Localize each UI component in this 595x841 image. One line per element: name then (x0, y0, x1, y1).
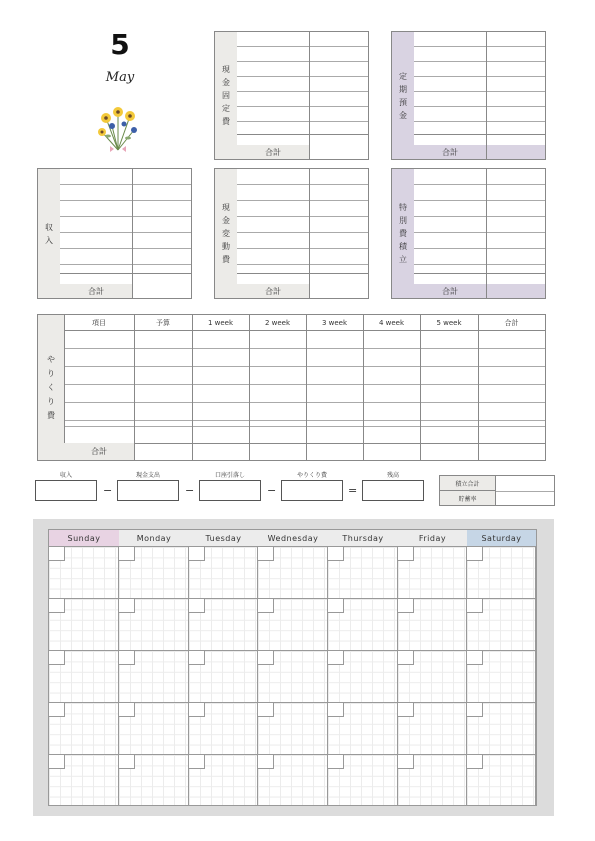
calendar-day-cell[interactable] (258, 754, 328, 805)
fixed-deposit-table (391, 31, 546, 160)
date-box (398, 703, 414, 717)
calendar-day-cell[interactable] (398, 754, 467, 805)
date-box (398, 651, 414, 665)
calendar-day-cell[interactable] (328, 650, 398, 702)
calendar-day-cell[interactable] (398, 598, 467, 650)
calendar-grid (48, 529, 537, 806)
savings-rate-label: 貯蓄率 (440, 491, 496, 505)
calendar-day-cell[interactable] (49, 702, 119, 754)
table-row-line (64, 330, 545, 331)
date-box (328, 651, 344, 665)
table-row-line (64, 384, 545, 385)
calendar-day-cell[interactable] (189, 546, 258, 598)
formula-label-yarikuri: やりくり費 (296, 472, 327, 479)
column-header: 項目 (92, 318, 106, 327)
table-column-line (420, 315, 421, 460)
date-box (258, 599, 274, 613)
minus-operator: − (185, 484, 195, 497)
table-row-line (64, 348, 545, 349)
table-total-label: 合計 (64, 443, 134, 460)
date-box (189, 599, 205, 613)
calendar-day-cell[interactable] (467, 650, 536, 702)
table-side-label: や り く り 費 (38, 315, 64, 460)
column-header: 2 week (264, 318, 291, 327)
calendar-day-cell[interactable] (258, 650, 328, 702)
variable-cash-expense-table (214, 168, 369, 299)
calendar-day-cell[interactable] (398, 546, 467, 598)
table-side-label: 収 入 (45, 222, 53, 245)
calendar-day-cell[interactable] (49, 754, 119, 805)
balance-input-box[interactable] (362, 480, 424, 501)
date-box (189, 547, 205, 561)
column-header: 1 week (207, 318, 234, 327)
equals-operator: = (348, 484, 358, 497)
special-expense-savings-table (391, 168, 546, 299)
calendar-day-cell[interactable] (328, 598, 398, 650)
table-side-label: 特 別 費 積 立 (399, 203, 407, 264)
date-box (328, 547, 344, 561)
date-box (49, 547, 65, 561)
day-header-monday: Monday (119, 530, 189, 546)
calendar-day-cell[interactable] (467, 546, 536, 598)
calendar-day-cell[interactable] (119, 754, 189, 805)
day-header-saturday: Saturday (467, 530, 536, 546)
table-column-line (249, 315, 250, 460)
column-header: 4 week (378, 318, 405, 327)
table-column-line (134, 315, 135, 460)
calendar-day-cell[interactable] (258, 702, 328, 754)
income-input-box[interactable] (35, 480, 97, 501)
table-column-line (192, 315, 193, 460)
bank-debit-input-box[interactable] (199, 480, 261, 501)
date-box (119, 755, 135, 769)
table-total-label: 合計 (88, 286, 104, 296)
table-column-line (306, 315, 307, 460)
table-column-line (64, 315, 65, 460)
date-box (328, 599, 344, 613)
calendar-day-cell[interactable] (467, 754, 536, 805)
table-row-line (64, 402, 545, 403)
date-box (258, 651, 274, 665)
calendar-day-cell[interactable] (49, 546, 119, 598)
table-total-value[interactable] (310, 284, 368, 298)
calendar-day-cell[interactable] (467, 598, 536, 650)
date-box (49, 703, 65, 717)
formula-label-cash-expense: 現金支出 (135, 472, 160, 479)
date-box (258, 703, 274, 717)
table-row-line (64, 420, 545, 421)
table-column-line (478, 315, 479, 460)
column-header: 5 week (436, 318, 462, 327)
income-table (37, 168, 192, 299)
calendar-day-cell[interactable] (467, 702, 536, 754)
fixed-cash-expense-table (214, 31, 369, 160)
date-box (189, 703, 205, 717)
table-total-label: 合計 (265, 147, 281, 157)
table-side-label: 定 期 預 金 (399, 71, 407, 120)
minus-operator: − (267, 484, 277, 497)
date-box (328, 755, 344, 769)
table-total-label: 合計 (442, 147, 458, 157)
calendar-day-cell[interactable] (328, 702, 398, 754)
table-side-label: 現 金 固 定 費 (222, 65, 230, 126)
calendar-day-cell[interactable] (398, 702, 467, 754)
minus-operator: − (103, 484, 113, 497)
date-box (467, 651, 483, 665)
date-box (49, 599, 65, 613)
date-box (49, 651, 65, 665)
day-header-tuesday: Tuesday (189, 530, 258, 546)
calendar-day-cell[interactable] (258, 598, 328, 650)
table-column-line (363, 315, 364, 460)
month-number: 5 (110, 28, 130, 61)
calendar-day-cell[interactable] (189, 650, 258, 702)
yarikuri-expense-table (37, 314, 546, 461)
date-box (467, 599, 483, 613)
formula-label-bank-debit: 口座引落し (214, 472, 245, 479)
day-header-thursday: Thursday (328, 530, 398, 546)
date-box (258, 547, 274, 561)
flower-bouquet-icon (88, 100, 148, 158)
calendar-day-cell[interactable] (189, 702, 258, 754)
date-box (398, 547, 414, 561)
date-box (49, 755, 65, 769)
date-box (467, 755, 483, 769)
date-box (398, 755, 414, 769)
date-box (119, 547, 135, 561)
calendar-day-cell[interactable] (49, 598, 119, 650)
calendar-day-cell[interactable] (328, 754, 398, 805)
calendar-day-cell[interactable] (398, 650, 467, 702)
date-box (119, 599, 135, 613)
calendar-day-cell[interactable] (328, 546, 398, 598)
date-box (189, 651, 205, 665)
calendar-day-cell[interactable] (49, 650, 119, 702)
table-side-label: 現 金 変 動 費 (222, 203, 230, 264)
column-header: 3 week (321, 318, 348, 327)
savings-total-value[interactable] (496, 476, 554, 491)
date-box (119, 651, 135, 665)
cash-expense-input-box[interactable] (117, 480, 179, 501)
date-box (467, 547, 483, 561)
date-box (119, 703, 135, 717)
day-header-friday: Friday (398, 530, 467, 546)
column-header: 合計 (504, 318, 519, 327)
savings-summary-table (439, 475, 555, 506)
date-box (328, 703, 344, 717)
calendar-day-cell[interactable] (189, 754, 258, 805)
day-header-wednesday: Wednesday (258, 530, 328, 546)
calendar-day-cell[interactable] (119, 546, 189, 598)
calendar-day-cell[interactable] (119, 598, 189, 650)
calendar-day-cell[interactable] (119, 650, 189, 702)
month-name: May (105, 70, 135, 85)
table-total-label: 合計 (442, 286, 458, 296)
date-box (189, 755, 205, 769)
table-total-value[interactable] (133, 284, 191, 298)
savings-rate-value[interactable] (496, 492, 554, 505)
formula-label-income: 収入 (59, 472, 72, 479)
yarikuri-input-box[interactable] (281, 480, 343, 501)
savings-total-label: 積立合計 (440, 476, 496, 491)
table-total-label: 合計 (265, 286, 281, 296)
date-box (258, 755, 274, 769)
table-total-value[interactable] (310, 145, 368, 159)
column-header: 予算 (156, 318, 170, 327)
date-box (467, 703, 483, 717)
calendar-day-cell[interactable] (119, 702, 189, 754)
table-row-line (64, 426, 545, 427)
table-row-line (64, 443, 545, 444)
calendar-day-cell[interactable] (189, 598, 258, 650)
table-row-line (64, 366, 545, 367)
date-box (398, 599, 414, 613)
formula-label-balance: 残高 (386, 472, 399, 479)
day-header-sunday: Sunday (49, 530, 119, 546)
calendar-day-cell[interactable] (258, 546, 328, 598)
